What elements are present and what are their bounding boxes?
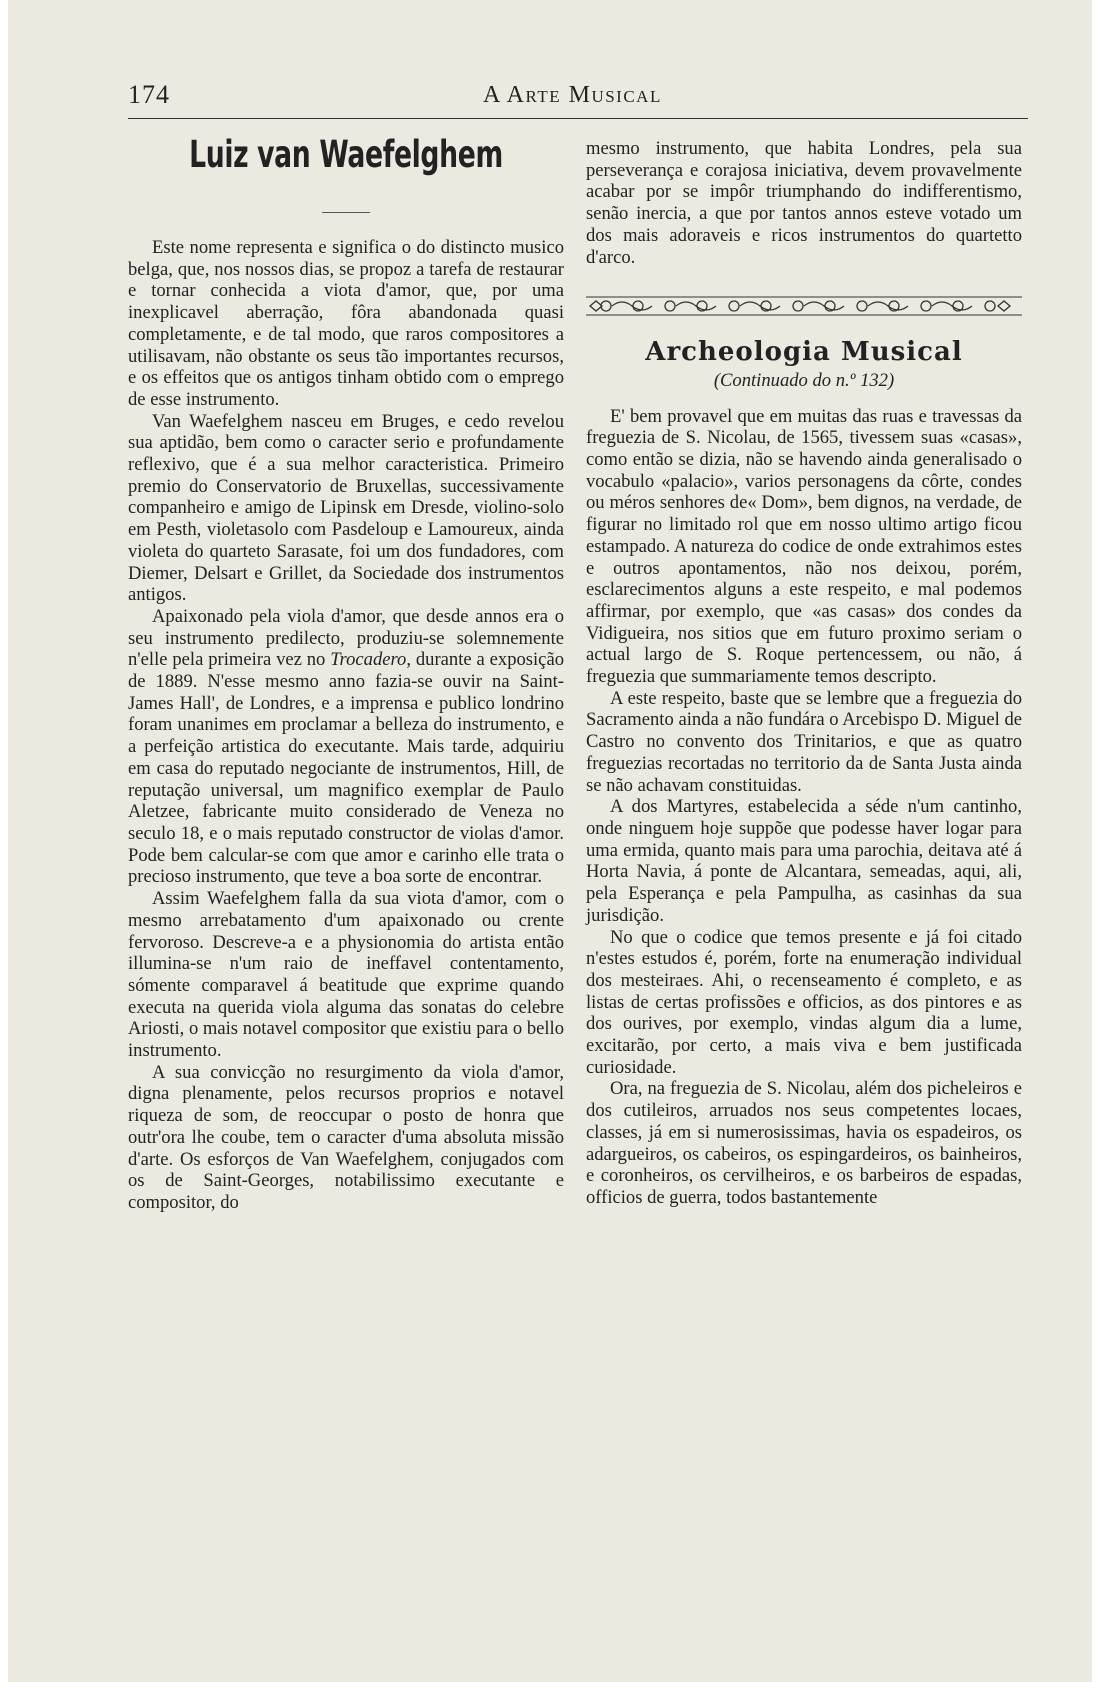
paragraph-text: , durante a exposição de 1889. N'esse mesmo anno fazia-se ouvir na Saint-James Hall', de Londres, e a imprensa e publico londrino foram unanimes em proclamar a belleza do instrumento, e a perfeição artistica do executante. Mais tarde, adquiriu em casa do reputado negociante de instrumentos, Hill, de reputação universal, um magnifico exemplar de Paulo Aletzee, fabricante muito considerado de Veneza no seculo 18, e o mais reputado constructor de violas d'amor. Pode bem calcular-se com que amor e carinho elle trata o precioso instrumento, que teve a boa sorte de encontrar. (128, 649, 564, 888)
italic-place-name: Trocadero (330, 649, 407, 671)
left-column (128, 133, 564, 1214)
title-divider (322, 212, 370, 213)
paragraph: Van Waefelghem nasceu em Bruges, e cedo revelou sua aptidão, bem como o caracter serio e profundamente reflexivo, que é a sua melhor caracteristica. Primeiro premio do Conservatorio de Bruxellas, successivamente companheiro e amigo de Lipinsk em Dresde, violino-solo em Pesth, violetasolo com Pasdeloup e Lamoureux, ainda violeta do quarteto Sarasate, foi um dos fundadores, com Diemer, Delsart e Grillet, da Sociedade dos instrumentos antigos. (128, 410, 564, 606)
running-title: A Arte Musical (483, 82, 662, 108)
page-edge (1092, 0, 1100, 1682)
paragraph: Assim Waefelghem falla da sua viota d'amor, com o mesmo arrebatamento d'um apaixonado ou crente fervoroso. Descreve-a e a physionomia do artista então illumina-se n'um raio de ineffavel contentamento, sómente comparavel á beatitude que exprime quando executa na querida viola alguma das sonatas do celebre Ariosti, o mais notavel compositor que existiu para o bello instrumento. (128, 888, 564, 1062)
header-rule (128, 118, 1028, 119)
paragraph-continuation: mesmo instrumento, que habita Londres, pela sua perseverança e corajosa iniciativa, devem provavelmente acabar por se impôr triumphando do indifferentismo, senão inercia, a que por tantos annos esteve votado um dos mais adoraveis e ricos instrumentos do quartetto d'arco. (586, 138, 1022, 268)
paragraph-text: Apaixonado pela viola d'amor, que desde annos era o seu instrumento predilecto, produziu-se solemnemente n'elle pela primeira vez no (128, 605, 564, 671)
paragraph (128, 606, 564, 888)
ornamental-divider (586, 294, 1022, 318)
journal-page (8, 0, 1093, 1682)
page-header (128, 76, 1028, 116)
paragraph: Este nome representa e significa o do distincto musico belga, que, nos nossos dias, se propoz a tarefa de restaurar e tornar conhecida a viota d'amor, que, por uma inexplicavel aberração, fôra abandonada quasi completamente, e de tal modo, que raros compositores a utilisavam, não obstante os seus tão importantes recursos, e os effeitos que os antigos tinham obtido com o emprego de esse instrumento. (128, 237, 564, 410)
right-column (586, 138, 1022, 1209)
paragraph: Ora, na freguezia de S. Nicolau, além dos picheleiros e dos cutileiros, arruados nos seus competentes locaes, classes, já em si numerosissimas, havia os espadeiros, os adargueiros, os cabeiros, os espingardeiros, os bainheiros, e coronheiros, os cervilheiros, e os barbeiros de espadas, officios de guerra, todos bastantemente (586, 1078, 1022, 1208)
paragraph: A sua convicção no resurgimento da viola d'amor, digna plenamente, pelos recursos proprios e notavel riqueza de som, de reoccupar o posto de honra que outr'ora lhe coube, tem o caracter d'uma absoluta missão d'arte. Os esforços de Van Waefelghem, conjugados com os de Saint-Georges, notabilissimo executante e compositor, do (128, 1061, 564, 1213)
paragraph: A dos Martyres, estabelecida a séde n'um cantinho, onde ninguem hoje suppõe que podesse haver logar para uma ermida, quanto mais para uma parochia, deitava até á Horta Navia, á ponte de Alcantara, semeadas, aqui, ali, pela Esperança e pela Pampulha, as casinhas da sua jurisdição. (586, 796, 1022, 926)
page-number: 174 (128, 80, 170, 109)
section-title: Archeologia Musical (645, 337, 963, 368)
paragraph: E' bem provavel que em muitas das ruas e travessas da freguezia de S. Nicolau, de 1565, tivessem suas «casas», como então se dizia, não se havendo ainda generalisado o vocabulo «palacio», varios personagens da côrte, condes ou méros senhores de« Dom», bem dignos, na verdade, de figurar no limitado rol que em nosso ultimo artigo ficou estampado. A natureza do codice de onde extrahimos estes e outros apontamentos, não nos deixou, porém, esclarecimentos alguns a este respeito, e mal podemos affirmar, por exemplo, que «as casas» dos condes da Vidigueira, nos sitios que em futuro proximo seriam o actual largo de S. Roque pertencessem, ou não, á freguezia que summariamente temos descripto. (586, 405, 1022, 688)
paragraph: No que o codice que temos presente e já foi citado n'estes estudos é, porém, forte na enumeração individual dos mesteiraes. Ahi, o recenseamento é completo, e as listas de certas profissões e officios, as dos pintores e as dos ourives, por exemplo, vindas algum dia a lume, excitarão, por certo, a mais viva e bem justificada curiosidade. (586, 926, 1022, 1078)
continued-note: (Continuado do n.º 132) (713, 369, 895, 391)
article-title: Luiz van Waefelghem (189, 133, 503, 176)
paragraph: A este respeito, baste que se lembre que a freguezia do Sacramento ainda a não fundára o Arcebispo D. Miguel de Castro no convento dos Trinitarios, e que as quatro freguezias recortadas no territorio da de Santa Justa ainda se não achavam constituidas. (586, 687, 1022, 796)
